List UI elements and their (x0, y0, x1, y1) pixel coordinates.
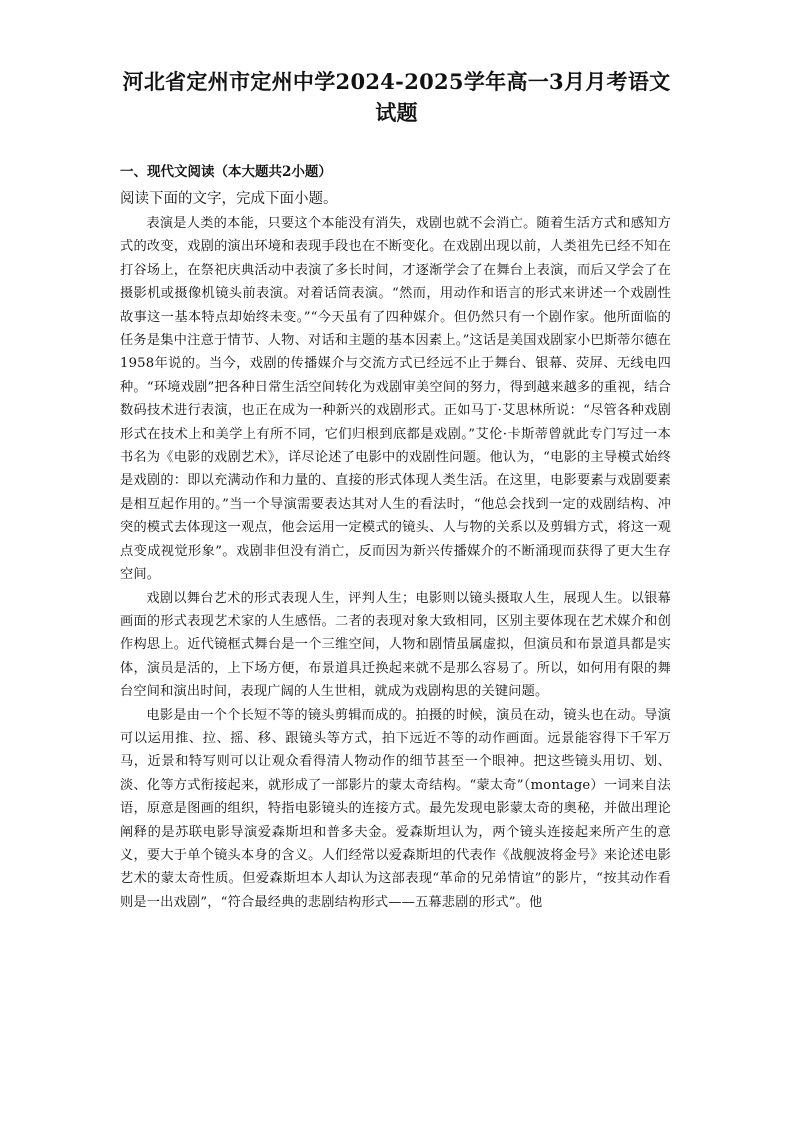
section-heading: 一、现代文阅读（本大题共2小题） (120, 164, 332, 180)
title-line-2: 试题 (375, 100, 418, 125)
reading-instruction: 阅读下面的文字，完成下面小题。 (120, 191, 338, 207)
title-line-1: 河北省定州市定州中学2024-2025学年高一3月月考语文 (122, 69, 671, 94)
passage-paragraph-1: 表演是人类的本能，只要这个本能没有消失，戏剧也就不会消亡。随着生活方式和感知方式的改变，戏剧的演出环境和表现手段也在不断变化。在戏剧出现以前，人类祖先已经不知在打谷场上，在祭祀庆典活动中表演了多长时间，才逐渐学会了在舞台上表演，而后又学会了在摄影机或摄像机镜头前表演。对着话筒表演。“然而，用动作和语言的形式来讲述一个戏剧性故事这一基本特点却始终未变。”“今天虽有了四种媒介。但仍然只有一个剧作家。他所面临的任务是集中注意于情节、人物、对话和主题的基本因素上。”这话是美国戏剧家小巴斯蒂尔德在1958年说的。当今，戏剧的传播媒介与交流方式已经远不止于舞台、银幕、荧屏、无线电四种。“环境戏剧”把各种日常生活空间转化为戏剧审美空间的努力，得到越来越多的重视，结合数码技术进行表演，也正在成为一种新兴的戏剧形式。正如马丁·艾思林所说：“尽管各种戏剧形式在技术上和美学上有所不同，它们归根到底都是戏剧。”艾伦·卡斯蒂曾就此专门写过一本书名为《电影的戏剧艺术》，详尽论述了电影中的戏剧性问题。他认为，“电影的主导模式始终是戏剧的：即以充满动作和力量的、直接的形式体现人类生活。在这里，电影要素与戏剧要素是相互起作用的。”当一个导演需要表达其对人生的看法时，“他总会找到一定的戏剧结构、冲突的模式去体现这一观点，他会运用一定模式的镜头、人与物的关系以及剪辑方式，将这一观点变成视觉形象”。戏剧非但没有消亡，反而因为新兴传播媒介的不断涌现而获得了更大生存空间。 (120, 216, 671, 583)
passage-body (120, 212, 671, 914)
document-title (110, 66, 683, 128)
passage-paragraph-3: 电影是由一个个长短不等的镜头剪辑而成的。拍摄的时候，演员在动，镜头也在动。导演可以运用推、拉、摇、移、跟镜头等方式，拍下远近不等的动作画面。远景能容得下千军万马，近景和特写则可以让观众看得清人物动作的细节甚至一个眼神。把这些镜头用切、划、淡、化等方式衔接起来，就形成了一部影片的蒙太奇结构。“蒙太奇”（montage）一词来自法语，原意是图画的组织，特指电影镜头的连接方式。最先发现电影蒙太奇的奥秘，并做出理论阐释的是苏联电影导演爱森斯坦和普多夫金。爱森斯坦认为，两个镜头连接起来所产生的意义，要大于单个镜头本身的含义。人们经常以爱森斯坦的代表作《战舰波将金号》来论述电影艺术的蒙太奇性质。但爱森斯坦本人却认为这部表现“革命的兄弟情谊”的影片，“按其动作看则是一出戏剧”，“符合最经典的悲剧结构形式——五幕悲剧的形式”。他 (120, 707, 671, 910)
passage-paragraph-2: 戏剧以舞台艺术的形式表现人生，评判人生；电影则以镜头摄取人生，展现人生。以银幕画面的形式表现艺术家的人生感悟。二者的表现对象大致相同，区别主要体现在艺术媒介和创作构思上。近代镜框式舞台是一个三维空间，人物和剧情虽属虚拟，但演员和布景道具都是实体，演员是活的，上下场方便，布景道具迁换起来就不是那么容易了。所以，如何用有限的舞台空间和演出时间，表现广阔的人生世相，就成为戏剧构思的关键问题。 (120, 590, 671, 700)
